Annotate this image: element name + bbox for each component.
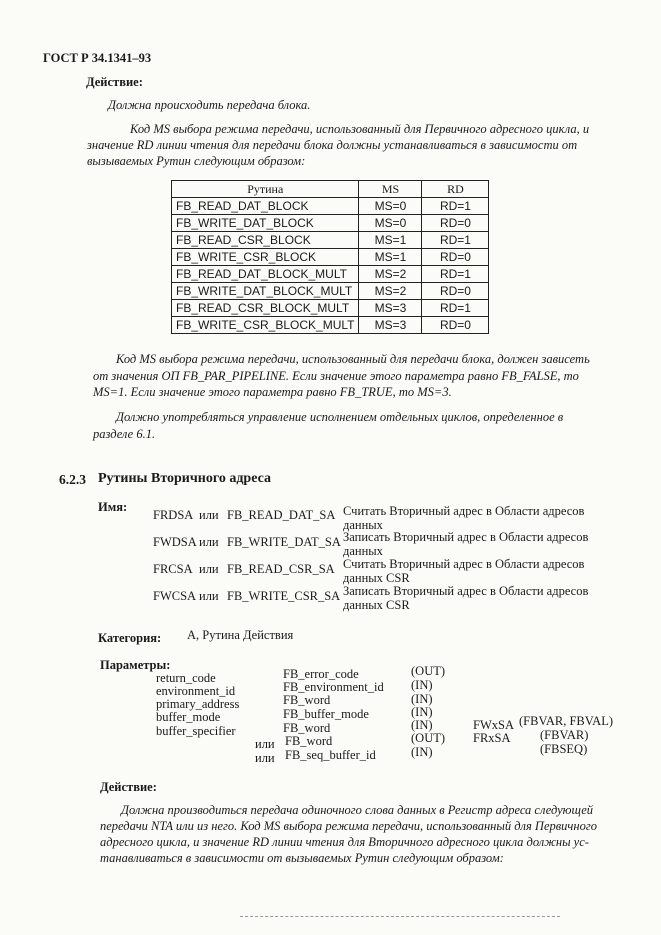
cell-routine: FB_WRITE_CSR_BLOCK (172, 249, 359, 266)
param-direction: (OUT) (411, 664, 446, 678)
routine-long: FB_READ_CSR_SA (227, 562, 335, 576)
cell-ms: MS=3 (359, 300, 422, 317)
param-name: primary_address (156, 697, 240, 711)
cell-ms: MS=2 (359, 283, 422, 300)
paragraph-line: Код MS выбора режима передачи, использованный для Первичного адресного цикла, и (130, 122, 590, 136)
section-title: Рутины Вторичного адреса (98, 471, 271, 486)
cell-routine: FB_READ_CSR_BLOCK_MULT (172, 300, 359, 317)
paragraph-block-transfer: Должна происходить передача блока. (108, 98, 311, 112)
routine-long: FB_READ_DAT_SA (227, 508, 336, 522)
paragraph-line: MS=1. Если значение этого параметра равно FB_TRUE, то MS=3. (93, 385, 452, 399)
routine-short: FWCSA (153, 589, 197, 603)
param-name: return_code (156, 671, 216, 685)
table-row (172, 215, 489, 232)
cell-rd: RD=0 (422, 283, 489, 300)
section-number: 6.2.3 (59, 472, 86, 487)
fwxsa-label: FWxSA (473, 718, 514, 732)
param-type: FB_word (283, 721, 331, 735)
cell-routine: FB_READ_DAT_BLOCK (172, 198, 359, 215)
param-direction: (IN) (411, 718, 433, 732)
routine-table (171, 180, 489, 334)
param-name: buffer_specifier (156, 724, 236, 738)
routine-description: Считать Вторичный адрес в Области адресов (343, 557, 585, 571)
header-ms: MS (359, 181, 422, 198)
header-rd: RD (422, 181, 489, 198)
footer-divider (240, 916, 560, 917)
table-row (172, 198, 489, 215)
or-word: или (199, 562, 219, 576)
param-name: environment_id (156, 684, 236, 698)
cell-rd: RD=0 (422, 317, 489, 334)
table-row (172, 317, 489, 334)
param-name: buffer_mode (156, 710, 221, 724)
routine-description: данных (343, 544, 383, 558)
or-word: или (199, 589, 219, 603)
param-type: FB_error_code (283, 667, 359, 681)
fwxsa-value: (FBVAR, FBVAL) (519, 714, 614, 728)
table-row (172, 232, 489, 249)
cell-ms: MS=2 (359, 266, 422, 283)
routine-short: FWDSA (153, 535, 197, 549)
routine-description: Записать Вторичный адрес в Области адресов (343, 530, 589, 544)
paragraph-line: разделе 6.1. (93, 427, 156, 441)
param-type: FB_word (285, 734, 333, 748)
table-row (172, 266, 489, 283)
param-direction: (IN) (411, 705, 433, 719)
category-label: Категория: (98, 631, 162, 645)
param-type: FB_environment_id (283, 680, 384, 694)
action-heading: Действие: (100, 780, 157, 794)
param-direction: (IN) (411, 745, 433, 759)
routine-long: FB_WRITE_CSR_SA (227, 589, 341, 603)
cell-ms: MS=0 (359, 215, 422, 232)
or-word: или (255, 737, 275, 751)
routine-description: Записать Вторичный адрес в Области адресов (343, 584, 589, 598)
paragraph-line: вызываемых Рутин следующим образом: (87, 154, 306, 168)
paragraph-line: от значения ОП FB_PAR_PIPELINE. Если значение этого параметра равно FB_FALSE, то (93, 369, 579, 383)
param-direction: (IN) (411, 692, 433, 706)
cell-routine: FB_READ_DAT_BLOCK_MULT (172, 266, 359, 283)
name-label: Имя: (98, 500, 128, 514)
or-word: или (199, 508, 219, 522)
cell-rd: RD=0 (422, 249, 489, 266)
cell-rd: RD=1 (422, 266, 489, 283)
cell-rd: RD=1 (422, 232, 489, 249)
or-word: или (199, 535, 219, 549)
fbseq-value: (FBSEQ) (540, 742, 588, 756)
cell-ms: MS=1 (359, 249, 422, 266)
cell-rd: RD=1 (422, 198, 489, 215)
or-word: или (255, 751, 275, 765)
paragraph-line: передачи NTA или из него. Код MS выбора режима передачи, использованный для Первичного (100, 819, 597, 833)
param-direction: (IN) (411, 678, 433, 692)
table-row (172, 249, 489, 266)
header-routine: Рутина (172, 181, 359, 198)
frxsa-label: FRxSA (473, 731, 511, 745)
table-row (172, 300, 489, 317)
cell-routine: FB_WRITE_CSR_BLOCK_MULT (172, 317, 359, 334)
cell-ms: MS=3 (359, 317, 422, 334)
paragraph-line: Должна производиться передача одиночного слова данных в Регистр адреса следующей (121, 803, 594, 817)
paragraph-line: Код MS выбора режима передачи, использованный для передачи блока, должен зависеть (116, 352, 590, 366)
paragraph-line: Должно употребляться управление исполнением отдельных циклов, определенное в (116, 410, 564, 424)
paragraph-line: значение RD линии чтения для передачи блока должны устанавливаться в зависимости от (87, 138, 578, 152)
routine-description: данных CSR (343, 598, 410, 612)
cell-ms: MS=1 (359, 232, 422, 249)
routine-short: FRCSA (153, 562, 193, 576)
cell-rd: RD=0 (422, 215, 489, 232)
category-value: А, Рутина Действия (187, 628, 294, 642)
routine-description: данных CSR (343, 571, 410, 585)
param-direction: (OUT) (411, 731, 446, 745)
cell-routine: FB_WRITE_DAT_BLOCK_MULT (172, 283, 359, 300)
param-type: FB_seq_buffer_id (285, 748, 376, 762)
action-heading: Действие: (86, 75, 143, 89)
param-type: FB_word (283, 693, 331, 707)
routine-description: данных (343, 518, 383, 532)
cell-routine: FB_READ_CSR_BLOCK (172, 232, 359, 249)
cell-rd: RD=1 (422, 300, 489, 317)
paragraph-line: адресного цикла, и значение RD линии чтения для Вторичного адресного цикла должны ус- (100, 835, 589, 849)
table-row (172, 283, 489, 300)
routine-long: FB_WRITE_DAT_SA (227, 535, 341, 549)
paragraph-line: танавливаться в зависимости от вызываемых Рутин следующим образом: (100, 851, 504, 865)
cell-ms: MS=0 (359, 198, 422, 215)
frxsa-value: (FBVAR) (540, 728, 589, 742)
table-header-row (172, 181, 489, 198)
params-label: Параметры: (100, 658, 171, 672)
document-id: ГОСТ Р 34.1341–93 (43, 51, 152, 65)
param-type: FB_buffer_mode (283, 707, 369, 721)
cell-routine: FB_WRITE_DAT_BLOCK (172, 215, 359, 232)
routine-description: Считать Вторичный адрес в Области адресов (343, 504, 585, 518)
routine-short: FRDSA (153, 508, 194, 522)
